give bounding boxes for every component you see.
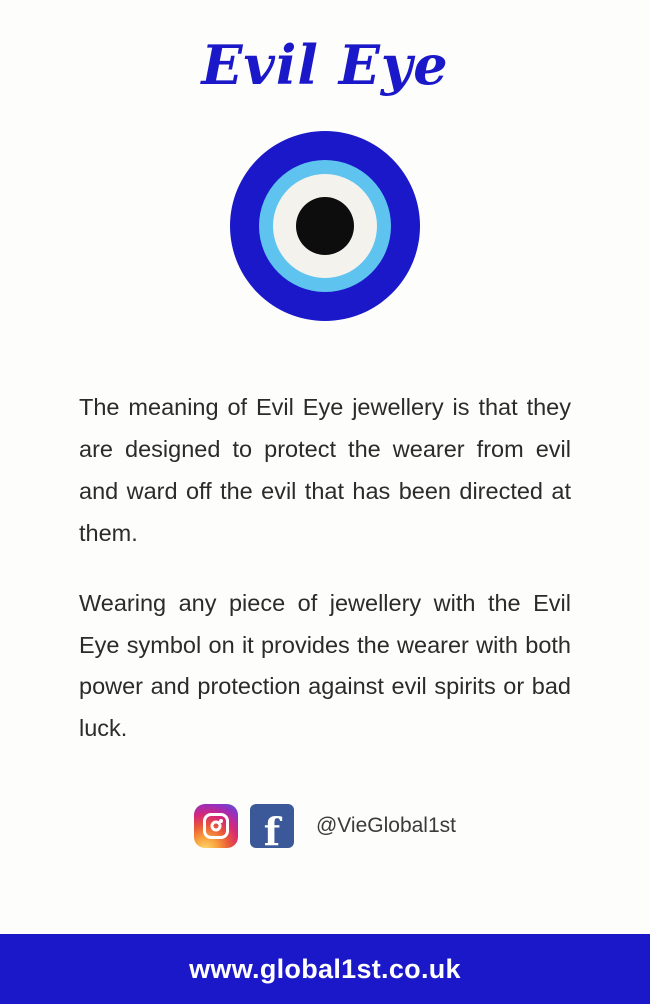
footer-website-url[interactable]: www.global1st.co.uk bbox=[189, 953, 461, 984]
instagram-icon[interactable] bbox=[194, 804, 238, 848]
social-row bbox=[194, 804, 456, 848]
evil-eye-sclera bbox=[273, 174, 377, 278]
instagram-dot bbox=[219, 819, 223, 823]
paragraph-2: Wearing any piece of jewellery with the Evil Eye symbol on it provides the wearer with both power and protection against evil spirits or bad luck. bbox=[79, 589, 571, 742]
paragraph-1: The meaning of Evil Eye jewellery is that they are designed to protect the wearer from evil and ward off the evil that has been directed at them. bbox=[79, 394, 571, 546]
social-handle: @VieGlobal1st bbox=[315, 814, 456, 838]
body-copy bbox=[79, 387, 571, 750]
footer-bar bbox=[0, 934, 650, 1004]
evil-eye-inner-ring bbox=[259, 160, 391, 292]
evil-eye-graphic bbox=[230, 131, 420, 321]
facebook-glyph: f bbox=[263, 808, 281, 849]
instagram-frame bbox=[203, 813, 229, 839]
evil-eye-pupil bbox=[296, 197, 354, 255]
page-title: Evil Eye bbox=[201, 33, 449, 97]
evil-eye-outer-ring bbox=[230, 131, 420, 321]
facebook-icon[interactable] bbox=[250, 804, 294, 848]
